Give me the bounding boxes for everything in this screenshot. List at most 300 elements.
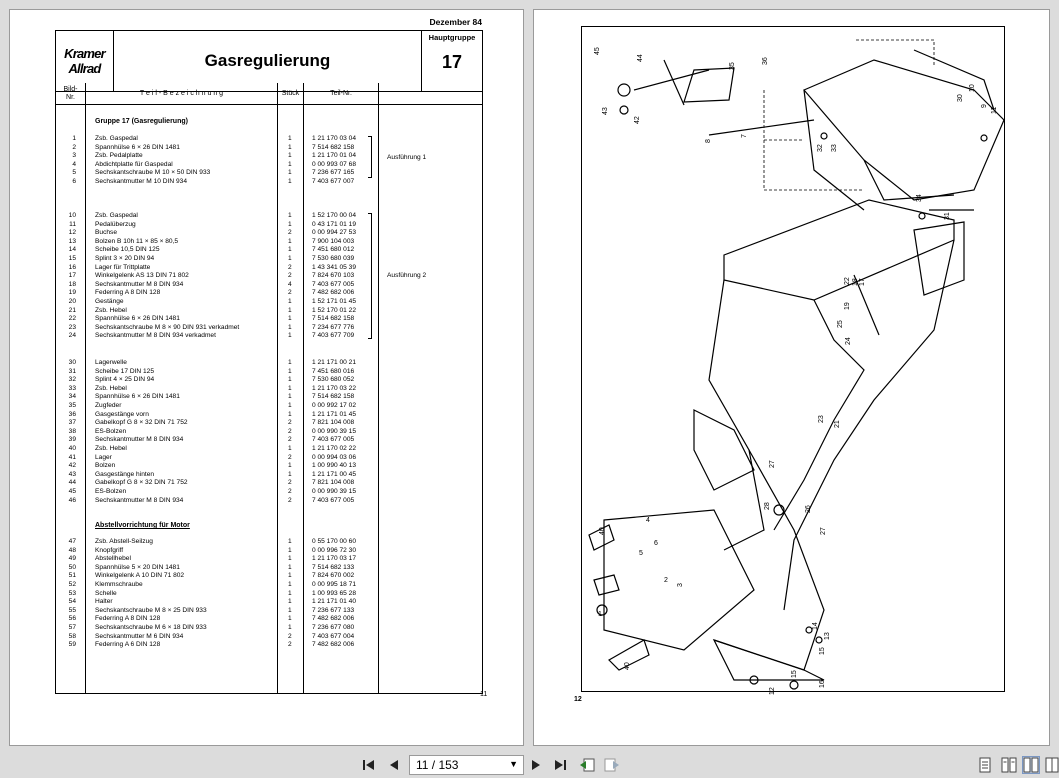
cell-teil-nr: 0 00 996 72 30 [312, 546, 356, 554]
svg-text:1: 1 [598, 611, 602, 618]
logo-line-2: Allrad [68, 61, 101, 76]
cell-bild-nr: 13 [68, 237, 76, 245]
cell-teil-bezeichnung: Lager [95, 453, 112, 461]
cell-bild-nr: 5 [72, 169, 76, 177]
cell-stueck: 1 [288, 143, 292, 151]
cell-stueck: 1 [288, 332, 292, 340]
cell-teil-bezeichnung: Gasgestänge vorn [95, 410, 149, 418]
cell-teil-nr: 0 00 995 18 71 [312, 581, 356, 588]
cowling [864, 160, 954, 200]
cell-teil-nr: 7 451 680 016 [312, 367, 355, 375]
cell-teil-bezeichnung: Bolzen B 10h 11 × 85 × 80,5 [95, 237, 179, 245]
cell-stueck: 2 [288, 272, 292, 280]
right-document-page [533, 9, 1050, 746]
rod [709, 120, 814, 135]
cell-stueck: 1 [288, 445, 292, 452]
cell-stueck: 1 [288, 555, 292, 563]
cell-teil-nr: 7 403 677 005 [312, 436, 355, 444]
cell-teil-bezeichnung: Scheibe 10,5 DIN 125 [95, 246, 160, 254]
svg-text:12: 12 [769, 687, 776, 695]
cell-bild-nr: 14 [68, 246, 76, 254]
cell-bild-nr: 32 [68, 376, 76, 384]
cell-teil-bezeichnung: Halter [95, 598, 113, 606]
cell-teil-bezeichnung: Gestänge [95, 298, 124, 305]
cell-bild-nr: 47 [68, 538, 76, 545]
cell-teil-bezeichnung: Spannhülse 5 × 20 DIN 1481 [95, 563, 180, 571]
two-page-icon[interactable] [1000, 756, 1018, 774]
svg-text:40: 40 [624, 662, 631, 670]
table-row [10, 272, 525, 281]
cell-stueck: 1 [288, 367, 292, 375]
cell-teil-bezeichnung: Gabelkopf G 8 × 32 DIN 71 752 [95, 419, 188, 427]
table-row [10, 255, 525, 264]
cell-bild-nr: 22 [68, 315, 76, 323]
cell-teil-bezeichnung: Sechskantschraube M 8 × 25 DIN 933 [95, 606, 207, 614]
frame-rail [784, 240, 954, 610]
cell-stueck: 1 [288, 220, 292, 228]
table-row [10, 538, 525, 547]
table-row [10, 393, 525, 402]
cell-stueck: 1 [288, 410, 292, 418]
table-row [10, 488, 525, 497]
viewer-toolbar [0, 752, 1059, 778]
cell-stueck: 2 [288, 496, 292, 504]
table-row [10, 402, 525, 411]
cell-stueck: 2 [288, 632, 292, 640]
cell-teil-bezeichnung: ES-Bolzen [95, 488, 127, 495]
cell-bild-nr: 24 [68, 332, 76, 340]
table-row [10, 385, 525, 394]
back-view-icon[interactable] [578, 756, 596, 774]
cell-bild-nr: 43 [68, 470, 76, 478]
cell-teil-bezeichnung: Abdichtplatte für Gaspedal [95, 160, 173, 168]
chevron-down-icon[interactable]: ▼ [509, 759, 518, 769]
col-bild-nr: Bild- Nr. [56, 83, 86, 104]
table-row [10, 169, 525, 178]
cell-teil-nr: 1 52 170 01 22 [312, 306, 356, 314]
svg-text:24: 24 [845, 337, 852, 345]
table-row [10, 238, 525, 247]
cell-teil-nr: 1 21 171 00 21 [312, 359, 356, 366]
svg-text:42: 42 [634, 116, 641, 124]
svg-text:15: 15 [791, 670, 798, 678]
cell-bild-nr: 20 [68, 298, 76, 305]
left-document-page [9, 9, 524, 746]
cell-teil-bezeichnung: Splint 4 × 25 DIN 94 [95, 376, 155, 384]
cell-teil-bezeichnung: Sechskantschraube M 8 × 90 DIN 931 verkadmet [95, 323, 240, 331]
cell-stueck: 1 [288, 538, 292, 545]
variant-label: Ausführung 1 [387, 154, 427, 161]
cell-bild-nr: 34 [68, 393, 76, 401]
cell-teil-bezeichnung: Sechskantmutter M 8 DIN 934 [95, 496, 184, 504]
table-row [10, 454, 525, 463]
cell-bild-nr: 53 [68, 589, 76, 597]
cell-teil-nr: 0 00 994 03 06 [312, 453, 356, 461]
cell-stueck: 1 [288, 402, 292, 409]
table-row [10, 428, 525, 437]
cell-teil-bezeichnung: Splint 3 × 20 DIN 94 [95, 255, 155, 262]
kramer-logo [56, 31, 114, 91]
svg-text:6: 6 [654, 540, 658, 547]
cell-teil-nr: 7 451 680 012 [312, 246, 355, 254]
table-row [10, 590, 525, 599]
table-row [10, 497, 525, 506]
svg-text:28: 28 [764, 502, 771, 510]
cell-teil-bezeichnung: ES-Bolzen [95, 427, 127, 435]
svg-text:13: 13 [824, 632, 831, 640]
cell-bild-nr: 49 [68, 555, 76, 563]
cell-teil-nr: 7 900 104 003 [312, 237, 355, 245]
cell-teil-bezeichnung: Zsb. Hebel [95, 384, 127, 392]
cell-teil-nr: 1 00 990 40 13 [312, 462, 356, 470]
table-row [10, 547, 525, 556]
svg-text:3: 3 [677, 583, 684, 587]
cell-stueck: 2 [288, 479, 292, 487]
date-label: Dezember 84 [429, 17, 482, 27]
cell-teil-nr: 0 43 171 01 19 [312, 220, 356, 228]
cell-teil-bezeichnung: Zugfeder [95, 402, 122, 409]
cell-teil-bezeichnung: Gasgestänge hinten [95, 470, 155, 478]
cell-teil-nr: 0 00 993 07 68 [312, 160, 356, 168]
table-row [10, 445, 525, 454]
table-row [10, 607, 525, 616]
svg-text:23: 23 [818, 415, 825, 423]
cell-teil-bezeichnung: Federring A 8 DIN 128 [95, 615, 161, 623]
cell-bild-nr: 57 [68, 624, 76, 631]
cell-teil-bezeichnung: Zsb. Gaspedal [95, 212, 138, 219]
cell-teil-bezeichnung: Zsb. Pedalplatte [95, 152, 143, 160]
cell-stueck: 1 [288, 615, 292, 623]
table-row [10, 212, 525, 221]
table-row [10, 419, 525, 428]
cell-teil-bezeichnung: Klemmschraube [95, 581, 143, 588]
next-page-icon[interactable] [527, 756, 545, 774]
cell-teil-nr: 1 52 170 00 04 [312, 212, 356, 219]
table-row [10, 178, 525, 187]
svg-text:27: 27 [820, 527, 827, 535]
cell-teil-nr: 1 21 170 02 22 [312, 445, 356, 452]
cell-bild-nr: 15 [68, 255, 76, 262]
cell-teil-bezeichnung: Schelle [95, 589, 117, 597]
cell-stueck: 1 [288, 323, 292, 331]
cell-stueck: 1 [288, 581, 292, 588]
cell-stueck: 2 [288, 289, 292, 297]
cell-stueck: 1 [288, 169, 292, 177]
cell-teil-nr: 7 403 677 709 [312, 332, 355, 340]
hinge-part [594, 575, 619, 595]
table-row [10, 615, 525, 624]
cell-teil-nr: 1 43 341 05 39 [312, 263, 356, 271]
table-row [10, 298, 525, 307]
cell-stueck: 1 [288, 178, 292, 185]
cell-stueck: 1 [288, 212, 292, 219]
cell-stueck: 1 [288, 572, 292, 580]
cell-teil-nr: 7 236 677 133 [312, 606, 355, 614]
cell-teil-bezeichnung: Zsb. Gaspedal [95, 135, 138, 142]
cell-bild-nr: 33 [68, 384, 76, 392]
cell-teil-nr: 1 21 171 01 40 [312, 598, 356, 606]
svg-text:30: 30 [957, 94, 964, 102]
table-row [10, 436, 525, 445]
cell-bild-nr: 35 [68, 402, 76, 409]
cell-bild-nr: 54 [68, 598, 76, 606]
table-row [10, 462, 525, 471]
table-row [10, 229, 525, 238]
cell-bild-nr: 52 [68, 581, 76, 588]
svg-text:8: 8 [705, 139, 712, 143]
table-row [10, 161, 525, 170]
rod [634, 70, 709, 90]
cell-teil-nr: 1 21 171 01 45 [312, 410, 356, 418]
cell-bild-nr: 50 [68, 563, 76, 571]
cell-teil-bezeichnung: Sechskantmutter M 6 DIN 934 [95, 632, 184, 640]
cell-stueck: 1 [288, 624, 292, 631]
table-row [10, 246, 525, 255]
forward-view-icon[interactable] [603, 756, 621, 774]
table-row [10, 624, 525, 633]
svg-text:18: 18 [852, 278, 859, 286]
cell-bild-nr: 44 [68, 479, 76, 487]
cell-bild-nr: 11 [69, 220, 76, 228]
cell-teil-bezeichnung: Winkelgelenk A 10 DIN 71 802 [95, 572, 185, 580]
table-row [10, 307, 525, 316]
frame-rail [774, 300, 864, 530]
cell-bild-nr: 37 [68, 419, 76, 427]
cell-stueck: 1 [288, 306, 292, 314]
cell-teil-nr: 7 482 682 006 [312, 289, 355, 297]
cell-stueck: 1 [288, 393, 292, 401]
cell-stueck: 1 [288, 470, 292, 478]
cell-stueck: 2 [288, 641, 292, 649]
group-title: Gruppe 17 (Gasregulierung) [95, 118, 188, 125]
svg-text:26: 26 [805, 505, 812, 513]
floor-plate [604, 510, 754, 650]
first-page-icon[interactable] [360, 756, 378, 774]
table-row [10, 555, 525, 564]
cell-bild-nr: 58 [68, 632, 76, 640]
cell-teil-bezeichnung: Lager für Trittplatte [95, 263, 151, 271]
cell-teil-bezeichnung: Zsb. Abstell-Seilzug [95, 538, 153, 545]
rod [664, 60, 684, 105]
svg-text:16: 16 [819, 680, 826, 688]
washer [620, 106, 628, 114]
cell-teil-bezeichnung: Federring A 6 DIN 128 [95, 641, 161, 649]
cell-bild-nr: 18 [68, 280, 76, 288]
hauptgruppe-label: Hauptgruppe [428, 33, 476, 42]
svg-text:27: 27 [769, 460, 776, 468]
variant-label: Ausführung 2 [387, 272, 427, 279]
cell-teil-nr: 7 821 104 008 [312, 419, 355, 427]
two-page-continuous-icon[interactable] [1022, 756, 1040, 774]
cell-stueck: 2 [288, 436, 292, 444]
svg-text:43: 43 [602, 107, 609, 115]
table-row [10, 411, 525, 420]
cell-bild-nr: 48 [68, 546, 76, 554]
cell-bild-nr: 38 [68, 427, 76, 435]
cell-teil-nr: 7 403 677 004 [312, 632, 355, 640]
cell-teil-nr: 7 234 677 776 [312, 323, 355, 331]
page-number: 11 [480, 691, 488, 698]
cell-teil-nr: 1 52 171 01 45 [312, 298, 356, 305]
svg-text:17: 17 [859, 278, 866, 286]
cell-bild-nr: 42 [68, 462, 76, 470]
svg-text:40: 40 [599, 527, 606, 535]
cell-bild-nr: 3 [72, 152, 76, 160]
svg-text:32: 32 [817, 144, 824, 152]
cowling [804, 60, 1004, 200]
cell-teil-nr: 0 00 990 39 15 [312, 427, 356, 435]
cell-bild-nr: 19 [68, 289, 76, 297]
cell-stueck: 1 [288, 152, 292, 160]
svg-text:34: 34 [916, 194, 923, 202]
cell-stueck: 1 [288, 376, 292, 384]
cell-teil-nr: 7 824 670 103 [312, 272, 355, 280]
cell-teil-nr: 7 514 682 158 [312, 315, 355, 323]
table-row [10, 281, 525, 290]
cell-teil-nr: 1 21 170 01 04 [312, 152, 356, 160]
cell-bild-nr: 4 [72, 160, 76, 168]
cell-stueck: 2 [288, 419, 292, 427]
col-stueck: Stück [278, 83, 304, 104]
table-row [10, 332, 525, 341]
cell-teil-nr: 0 55 170 00 60 [312, 538, 356, 545]
frame-rail [709, 280, 764, 550]
table-row [10, 289, 525, 298]
cell-teil-nr: 7 530 680 052 [312, 376, 355, 384]
col-remarks [379, 83, 482, 104]
cell-teil-nr: 0 00 992 17 02 [312, 402, 356, 409]
bracket [914, 222, 964, 295]
cell-teil-nr: 7 514 682 133 [312, 563, 355, 571]
cell-teil-nr: 1 21 170 03 17 [312, 555, 356, 563]
table-row [10, 368, 525, 377]
cell-stueck: 1 [288, 315, 292, 323]
cell-stueck: 4 [288, 280, 292, 288]
cell-stueck: 2 [288, 229, 292, 237]
cell-stueck: 2 [288, 263, 292, 271]
svg-text:11: 11 [991, 106, 998, 114]
cell-stueck: 2 [288, 488, 292, 495]
cell-stueck: 1 [288, 563, 292, 571]
cell-bild-nr: 41 [68, 453, 76, 461]
svg-text:36: 36 [762, 57, 769, 65]
cell-teil-bezeichnung: Spannhülse 6 × 26 DIN 1481 [95, 393, 180, 401]
cell-stueck: 1 [288, 359, 292, 366]
cell-bild-nr: 31 [68, 367, 76, 375]
svg-text:22: 22 [844, 277, 851, 285]
page-number: 12 [574, 696, 582, 703]
svg-text:21: 21 [834, 420, 841, 428]
cell-bild-nr: 1 [72, 135, 76, 142]
cell-teil-nr: 7 403 677 007 [312, 178, 355, 185]
page-indicator: 11 / 153 [416, 758, 459, 772]
table-row [10, 641, 525, 650]
cell-teil-bezeichnung: Federring A 8 DIN 128 [95, 289, 161, 297]
continuous-icon[interactable] [1043, 756, 1059, 774]
table-row [10, 359, 525, 368]
svg-text:9: 9 [981, 104, 988, 108]
frame-rail [714, 450, 824, 670]
cell-bild-nr: 10 [68, 212, 76, 219]
cell-teil-nr: 0 00 990 39 15 [312, 488, 356, 495]
cell-teil-bezeichnung: Sechskantmutter M 8 DIN 934 [95, 280, 184, 288]
cell-stueck: 1 [288, 546, 292, 554]
table-row [10, 135, 525, 144]
cell-teil-nr: 7 482 682 006 [312, 641, 355, 649]
cell-teil-bezeichnung: Abstellhebel [95, 555, 131, 563]
cell-teil-bezeichnung: Spannhülse 6 × 26 DIN 1481 [95, 143, 180, 151]
cowling [914, 50, 994, 110]
cell-bild-nr: 16 [68, 263, 76, 271]
table-row [10, 471, 525, 480]
cell-stueck: 1 [288, 589, 292, 597]
cell-stueck: 1 [288, 160, 292, 168]
cell-stueck: 1 [288, 598, 292, 606]
cell-teil-bezeichnung: Bolzen [95, 462, 116, 470]
table-row [10, 564, 525, 573]
page-number-field[interactable] [409, 755, 524, 775]
cell-stueck: 1 [288, 606, 292, 614]
cell-teil-bezeichnung: Winkelgelenk AS 13 DIN 71 802 [95, 272, 189, 280]
prev-page-icon[interactable] [385, 756, 403, 774]
svg-text:4: 4 [646, 517, 650, 524]
hauptgruppe-box [422, 31, 482, 91]
col-teil-bezeichnung: T e i l - B e z e i c h n u n g [86, 83, 278, 104]
cell-bild-nr: 46 [68, 496, 76, 504]
cell-teil-bezeichnung: Sechskantmutter M 8 DIN 934 [95, 436, 184, 444]
cell-bild-nr: 55 [68, 606, 76, 614]
cell-teil-bezeichnung: Gabelkopf G 8 × 32 DIN 71 752 [95, 479, 188, 487]
cell-teil-bezeichnung: Zsb. Hebel [95, 445, 127, 452]
cell-teil-bezeichnung: Scheibe 17 DIN 125 [95, 367, 155, 375]
group-title: Abstellvorrichtung für Motor [95, 522, 190, 529]
cell-teil-nr: 1 21 171 00 45 [312, 470, 356, 478]
svg-text:19: 19 [844, 302, 851, 310]
cell-bild-nr: 56 [68, 615, 76, 623]
cell-stueck: 1 [288, 298, 292, 305]
cell-teil-bezeichnung: Sechskantschraube M 6 × 18 DIN 933 [95, 624, 207, 631]
cell-stueck: 1 [288, 246, 292, 254]
cell-bild-nr: 45 [68, 488, 76, 495]
table-row [10, 633, 525, 642]
cell-teil-bezeichnung: Sechskantmutter M 8 DIN 934 verkadmet [95, 332, 216, 340]
svg-text:2: 2 [664, 577, 668, 584]
cell-bild-nr: 2 [72, 143, 76, 151]
table-row [10, 264, 525, 273]
cell-teil-bezeichnung: Lagerwelle [95, 359, 127, 366]
svg-text:14: 14 [812, 622, 819, 630]
cell-teil-bezeichnung: Knopfgriff [95, 546, 124, 554]
cell-teil-nr: 7 824 670 002 [312, 572, 355, 580]
col-teil-nr: Teil-Nr. [304, 83, 379, 104]
table-row [10, 581, 525, 590]
cell-teil-nr: 7 236 677 080 [312, 624, 355, 631]
cell-bild-nr: 21 [68, 306, 76, 314]
cell-bild-nr: 30 [68, 359, 76, 366]
cell-teil-nr: 0 00 994 27 53 [312, 229, 356, 237]
single-page-icon[interactable] [976, 756, 994, 774]
table-row [10, 152, 525, 161]
frame-bracket [694, 410, 754, 490]
cell-teil-bezeichnung: Sechskantmutter M 10 DIN 934 [95, 178, 187, 185]
cell-teil-nr: 7 530 680 039 [312, 255, 355, 262]
svg-text:44: 44 [637, 54, 644, 62]
last-page-icon[interactable] [551, 756, 569, 774]
cell-teil-nr: 7 482 682 006 [312, 615, 355, 623]
svg-text:35: 35 [729, 62, 736, 70]
table-row [10, 479, 525, 488]
cell-teil-bezeichnung: Spannhülse 6 × 26 DIN 1481 [95, 315, 180, 323]
